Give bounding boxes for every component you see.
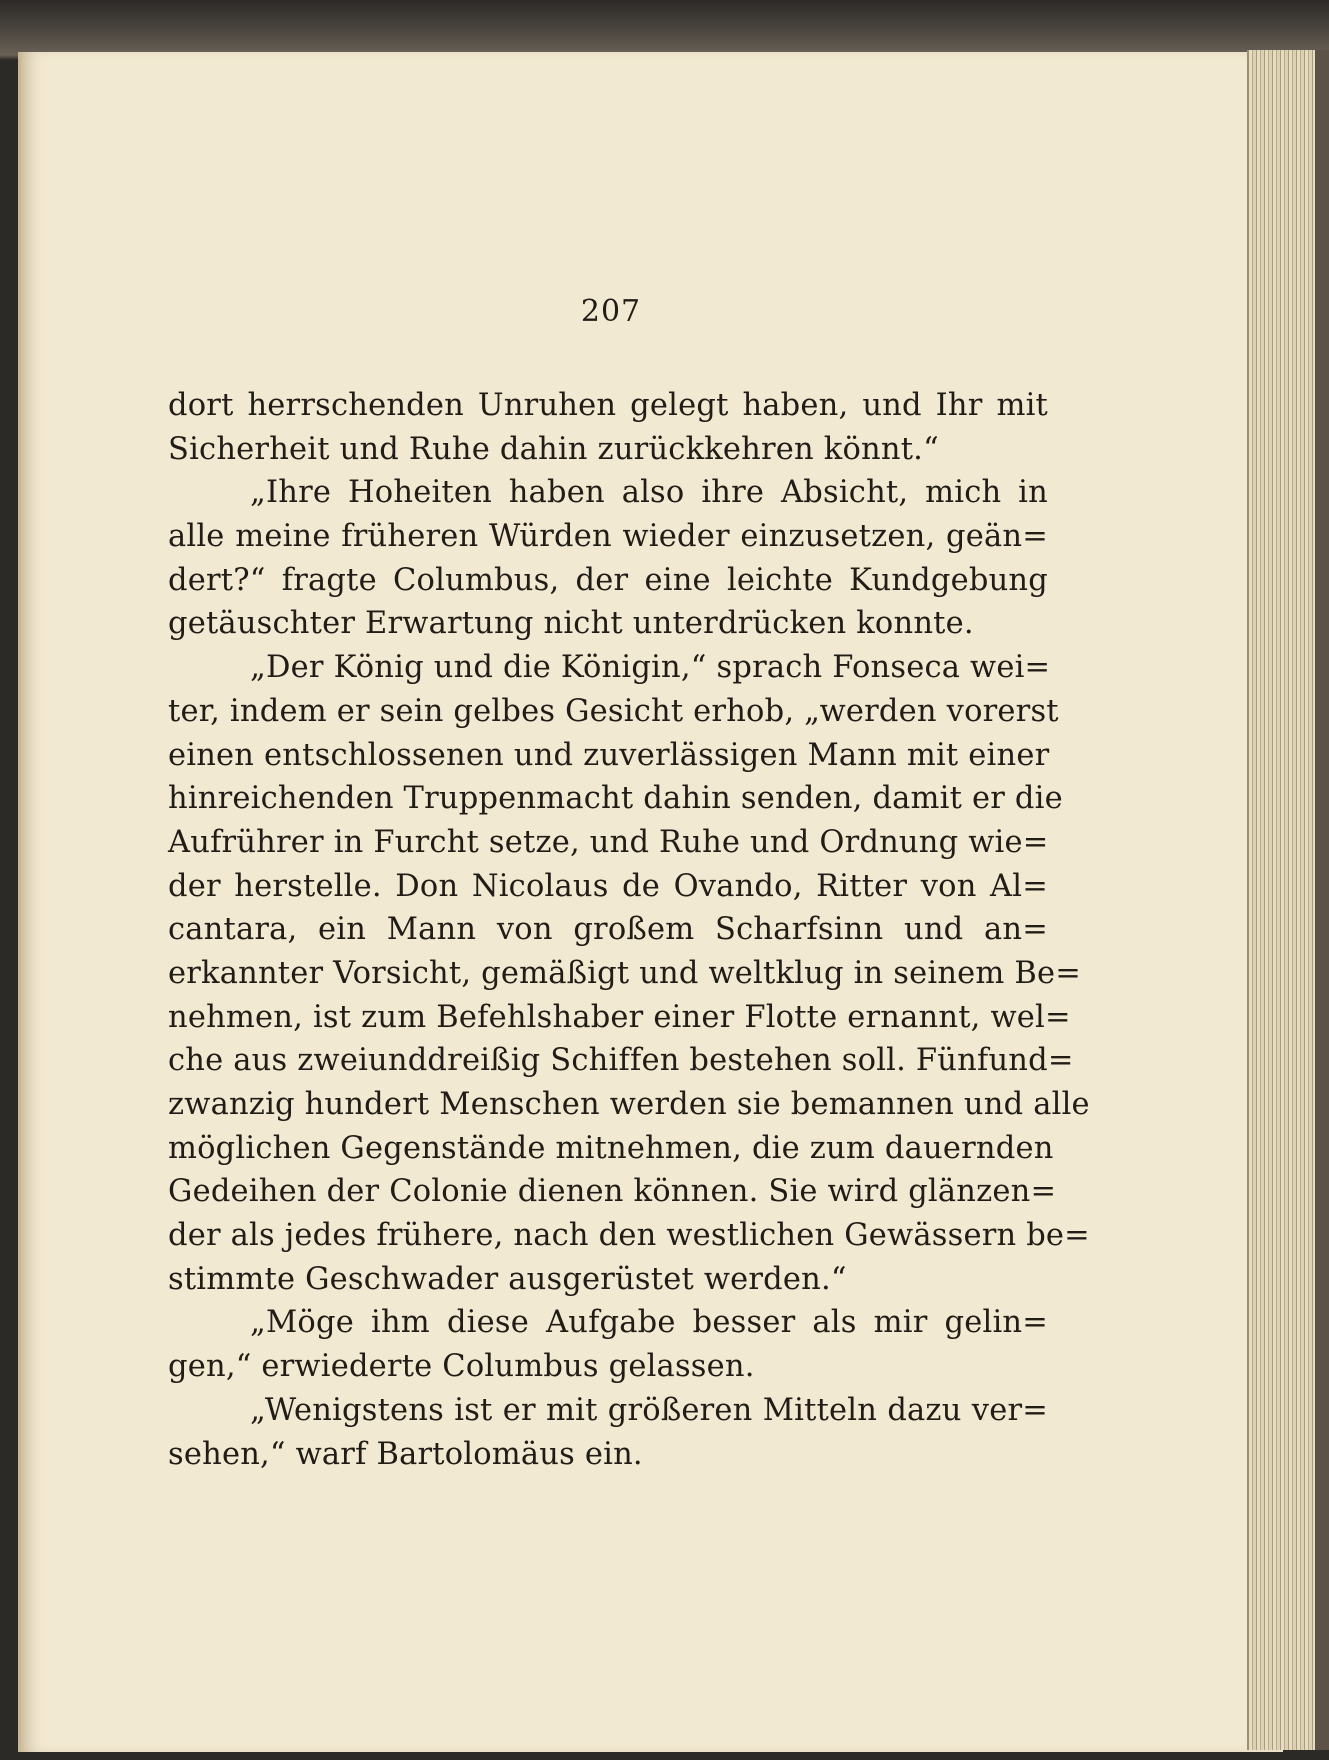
text-line: alle meine früheren Würden wieder einzusetzen, geän= (168, 519, 1048, 555)
text-line: getäuschter Erwartung nicht unterdrücken konnte. (168, 606, 974, 642)
body-text (168, 384, 1090, 1476)
text-line: „Möge ihm diese Aufgabe besser als mir gelin= (250, 1305, 1048, 1341)
text-line: „Wenigstens ist er mit größeren Mitteln dazu ver= (250, 1392, 1048, 1428)
text-line: der als jedes frühere, nach den westlichen Gewässern be= (168, 1218, 1090, 1254)
text-line: stimmte Geschwader ausgerüstet werden.“ (168, 1261, 847, 1297)
text-line: sehen,“ warf Bartolomäus ein. (168, 1436, 643, 1472)
text-line: dort herrschenden Unruhen gelegt haben, und Ihr mit (168, 388, 1048, 423)
page-number: 207 (580, 294, 642, 329)
text-line: zwanzig hundert Menschen werden sie bemannen und alle (168, 1087, 1090, 1122)
text-line: Sicherheit und Ruhe dahin zurückkehren könnt.“ (168, 431, 939, 467)
text-line: Gedeihen der Colonie dienen können. Sie wird glänzen= (168, 1174, 1057, 1210)
text-line: cantara, ein Mann von großem Scharfsinn und an= (168, 912, 1048, 948)
text-line: ter, indem er sein gelbes Gesicht erhob, „werden vorerst (168, 693, 1059, 729)
page-edge-stack (1247, 50, 1329, 1750)
text-line: nehmen, ist zum Befehlshaber einer Flotte ernannt, wel= (168, 999, 1071, 1035)
text-line: dert?“ fragte Columbus, der eine leichte Kundgebung (168, 562, 1048, 598)
text-line: einen entschlossenen und zuverlässigen Mann mit einer (168, 737, 1050, 773)
text-line: che aus zweiunddreißig Schiffen bestehen soll. Fünfund= (168, 1043, 1074, 1079)
text-line: möglichen Gegenstände mitnehmen, die zum dauernden (168, 1130, 1054, 1166)
text-line: „Ihre Hoheiten haben also ihre Absicht, mich in (250, 475, 1048, 511)
text-line: hinreichenden Truppenmacht dahin senden, damit er die (168, 781, 1063, 817)
book-page (18, 52, 1283, 1752)
text-line: erkannter Vorsicht, gemäßigt und weltklug in seinem Be= (168, 955, 1082, 991)
text-line: der herstelle. Don Nicolaus de Ovando, Ritter von Al= (168, 868, 1048, 904)
text-line: gen,“ erwiederte Columbus gelassen. (168, 1349, 755, 1385)
text-line: Aufrührer in Furcht setze, und Ruhe und Ordnung wie= (168, 824, 1049, 860)
text-line: „Der König und die Königin,“ sprach Fonseca wei= (250, 650, 1051, 686)
